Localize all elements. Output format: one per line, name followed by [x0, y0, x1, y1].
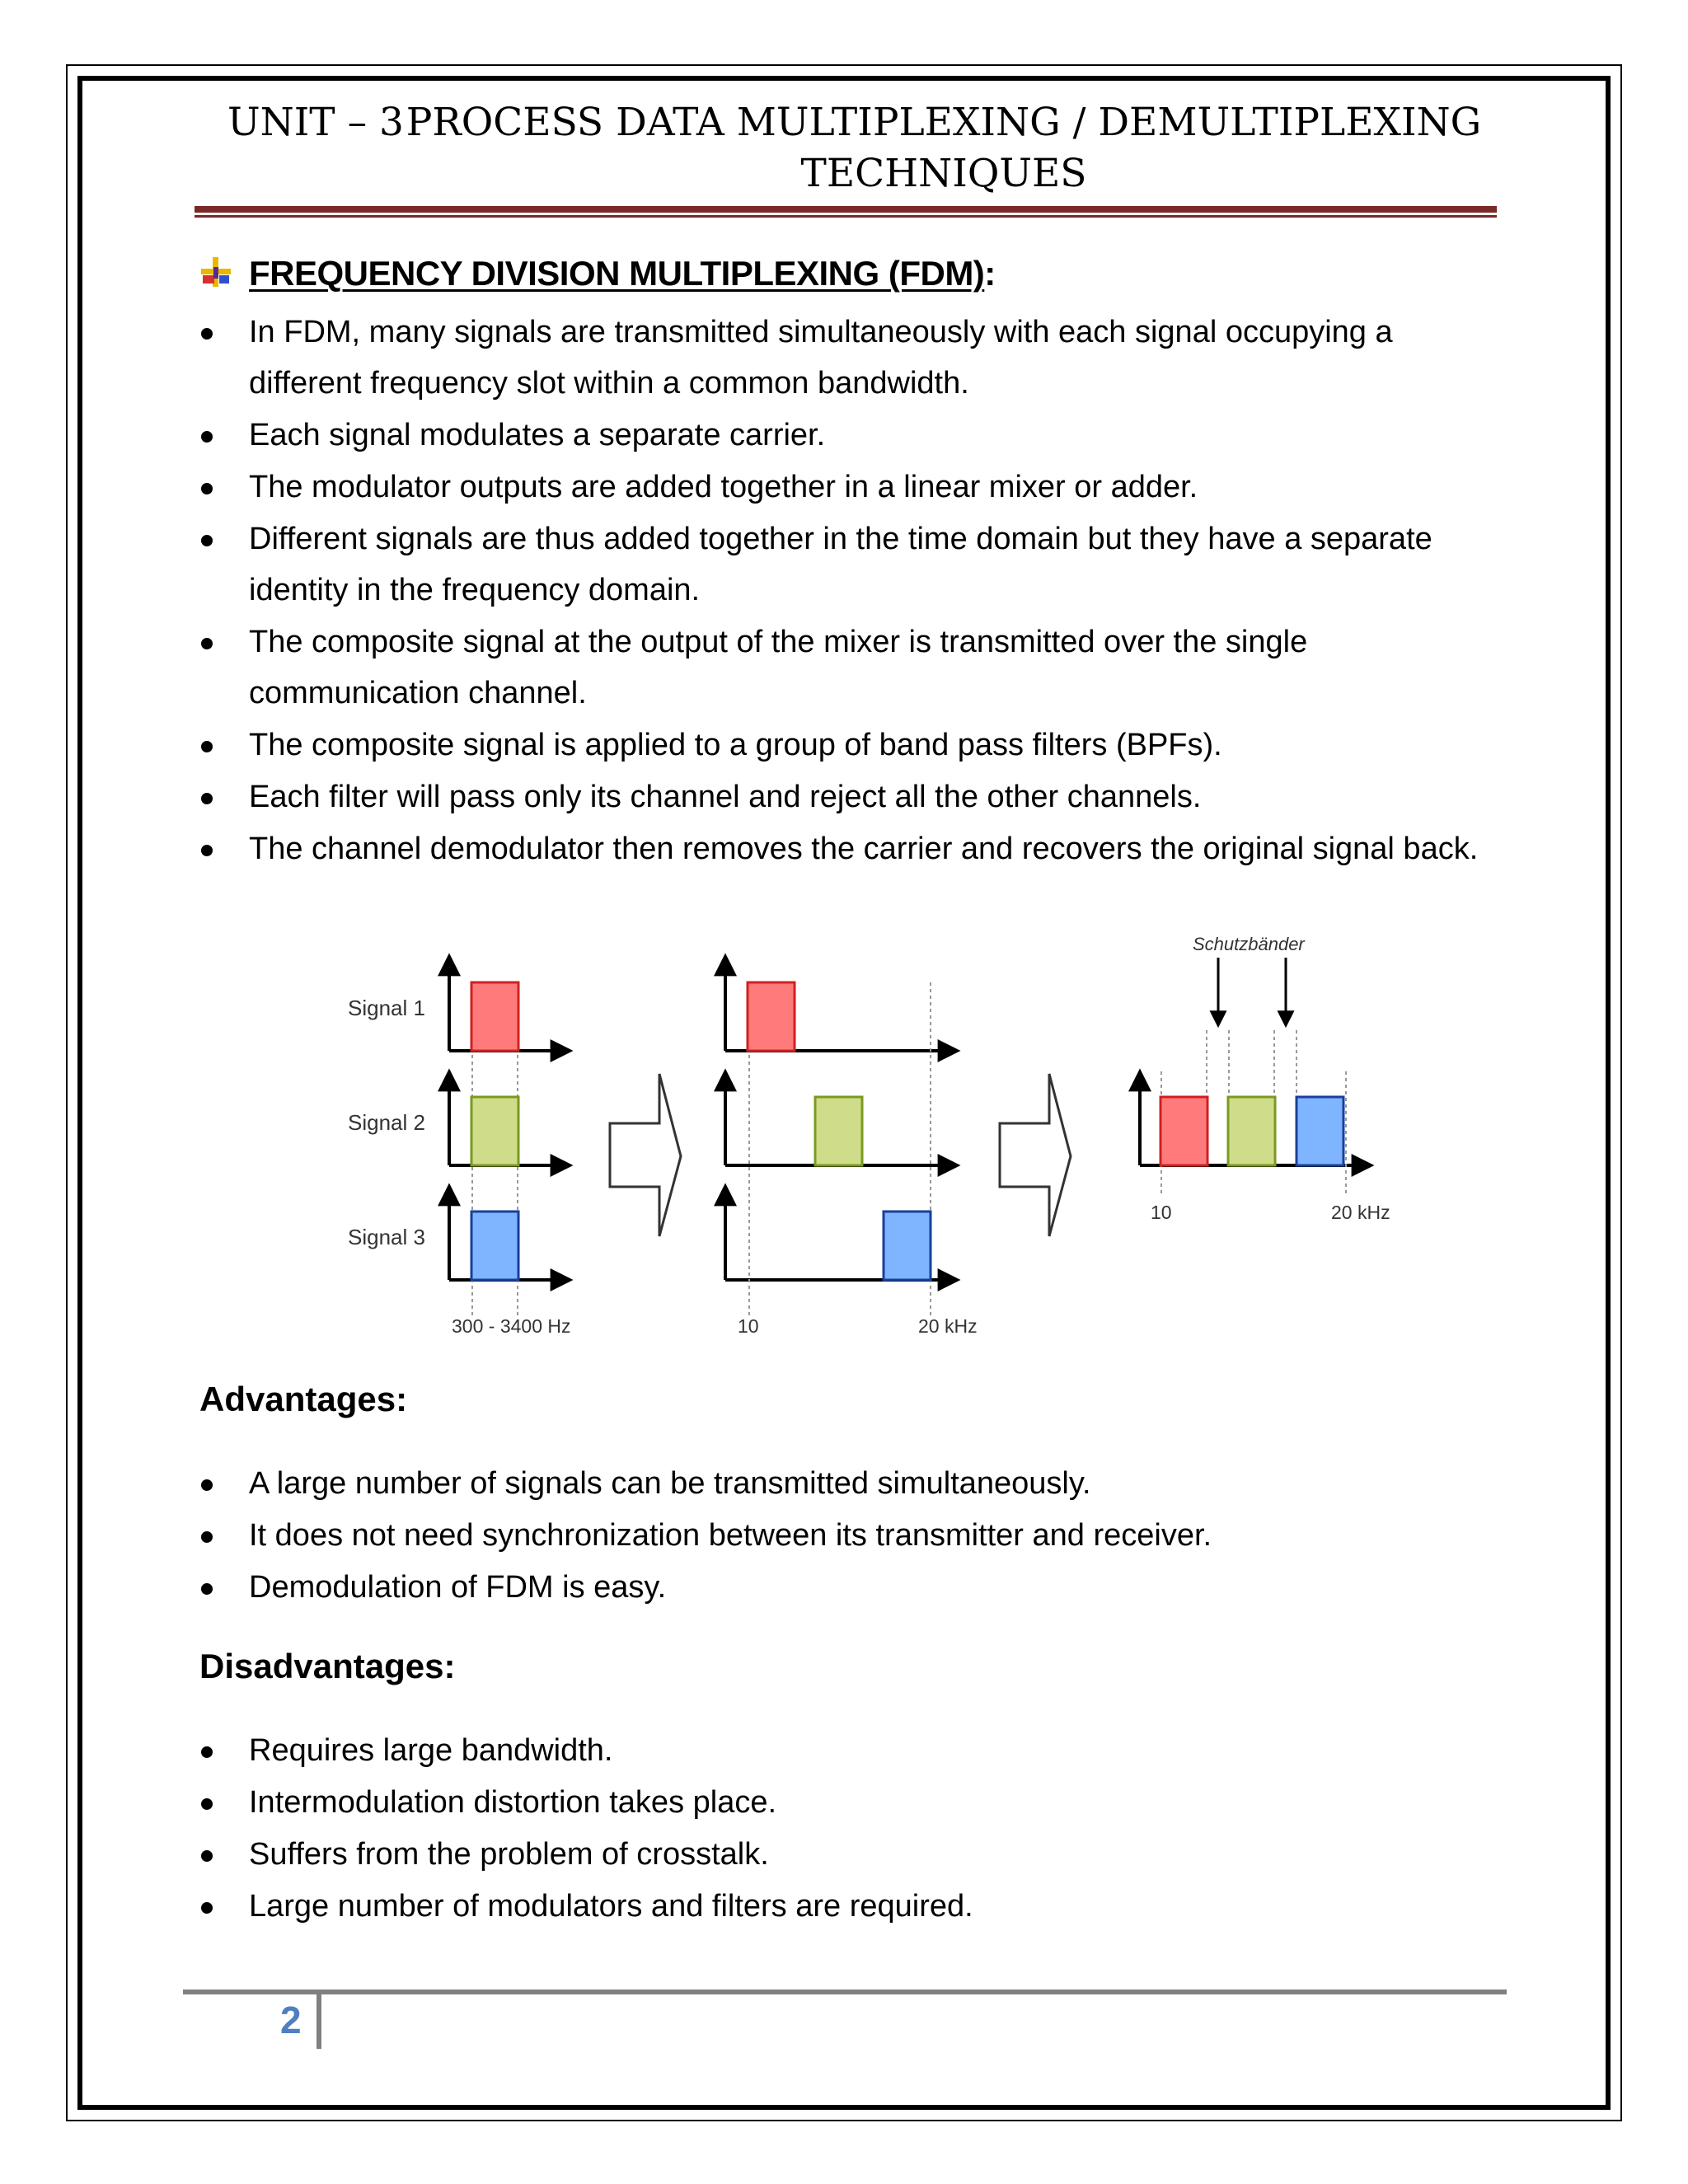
list-item: It does not need synchronization between its transmitter and receiver. [198, 1510, 1484, 1561]
fdm-diagram [330, 923, 1434, 1352]
composite-signal-3-band [1296, 1097, 1343, 1165]
signal-2-label: Signal 2 [348, 1110, 425, 1135]
modulated-signal-1-band [748, 982, 795, 1051]
list-item: Demodulation of FDM is easy. [198, 1562, 1484, 1613]
header-rule [195, 206, 1497, 213]
list-item: Each signal modulates a separate carrier. [198, 410, 1484, 461]
right-arrow-icon [1000, 1074, 1071, 1236]
list-item: Different signals are thus added together in the time domain but they have a separate identity in the frequency domain. [198, 513, 1484, 616]
composite-signal-2-band [1228, 1097, 1275, 1165]
modulated-signal-3-band [884, 1212, 931, 1280]
section-bullet-icon [199, 255, 232, 288]
signal-1-band [471, 982, 518, 1051]
signal-1-label: Signal 1 [348, 996, 425, 1020]
list-item: The composite signal at the output of the mixer is transmitted over the single communication channel. [198, 616, 1484, 719]
input-signals-panel [348, 958, 570, 1337]
list-item: The composite signal is applied to a group of band pass filters (BPFs). [198, 719, 1484, 771]
composite-spectrum-panel [1140, 934, 1390, 1223]
guard-band-label: Schutzbänder [1193, 934, 1305, 954]
page-number-divider [316, 1994, 321, 2049]
out-low-label: 10 [1151, 1202, 1172, 1223]
list-item: Intermodulation distortion takes place. [198, 1777, 1484, 1828]
advantages-heading: Advantages: [199, 1380, 408, 1418]
right-arrow-icon [610, 1074, 681, 1236]
mid-high-label: 20 kHz [918, 1315, 978, 1337]
page-header [190, 97, 1508, 199]
modulated-signal-2-band [815, 1097, 862, 1165]
mid-low-label: 10 [738, 1315, 759, 1337]
list-item: The modulator outputs are added together in a linear mixer or adder. [198, 462, 1484, 513]
out-high-label: 20 kHz [1331, 1202, 1390, 1223]
signal-3-label: Signal 3 [348, 1225, 425, 1249]
list-item: In FDM, many signals are transmitted simultaneously with each signal occupying a different frequency slot within a common bandwidth. [198, 307, 1484, 409]
signal-3-band [471, 1212, 518, 1280]
list-item: Large number of modulators and filters are required. [198, 1881, 1484, 1932]
unit-label: UNIT – 3 [227, 100, 404, 145]
list-item: The channel demodulator then removes the carrier and recovers the original signal back. [198, 823, 1484, 874]
section-title-colon: : [984, 254, 996, 293]
section-title [199, 254, 996, 293]
disadvantages-list [198, 1725, 1484, 1933]
section-title-text: FREQUENCY DIVISION MULTIPLEXING (FDM) [249, 254, 985, 293]
header-rule-thin [195, 215, 1497, 218]
page-number: 2 [280, 1999, 302, 2041]
fdm-bullet-list [198, 307, 1484, 875]
list-item: A large number of signals can be transmitted simultaneously. [198, 1458, 1484, 1509]
input-range-label: 300 - 3400 Hz [452, 1315, 571, 1337]
header-title-line1: PROCESS DATA MULTIPLEXING / DEMULTIPLEXING [406, 100, 1482, 145]
disadvantages-heading: Disadvantages: [199, 1647, 456, 1685]
list-item: Each filter will pass only its channel and reject all the other channels. [198, 771, 1484, 823]
signal-2-band [471, 1097, 518, 1165]
header-title-line2: TECHNIQUES [800, 151, 1087, 196]
composite-signal-1-band [1160, 1097, 1207, 1165]
modulated-signals-panel [725, 958, 978, 1337]
list-item: Suffers from the problem of crosstalk. [198, 1829, 1484, 1880]
footer-rule [183, 1990, 1507, 1994]
list-item: Requires large bandwidth. [198, 1725, 1484, 1776]
advantages-list [198, 1458, 1484, 1614]
